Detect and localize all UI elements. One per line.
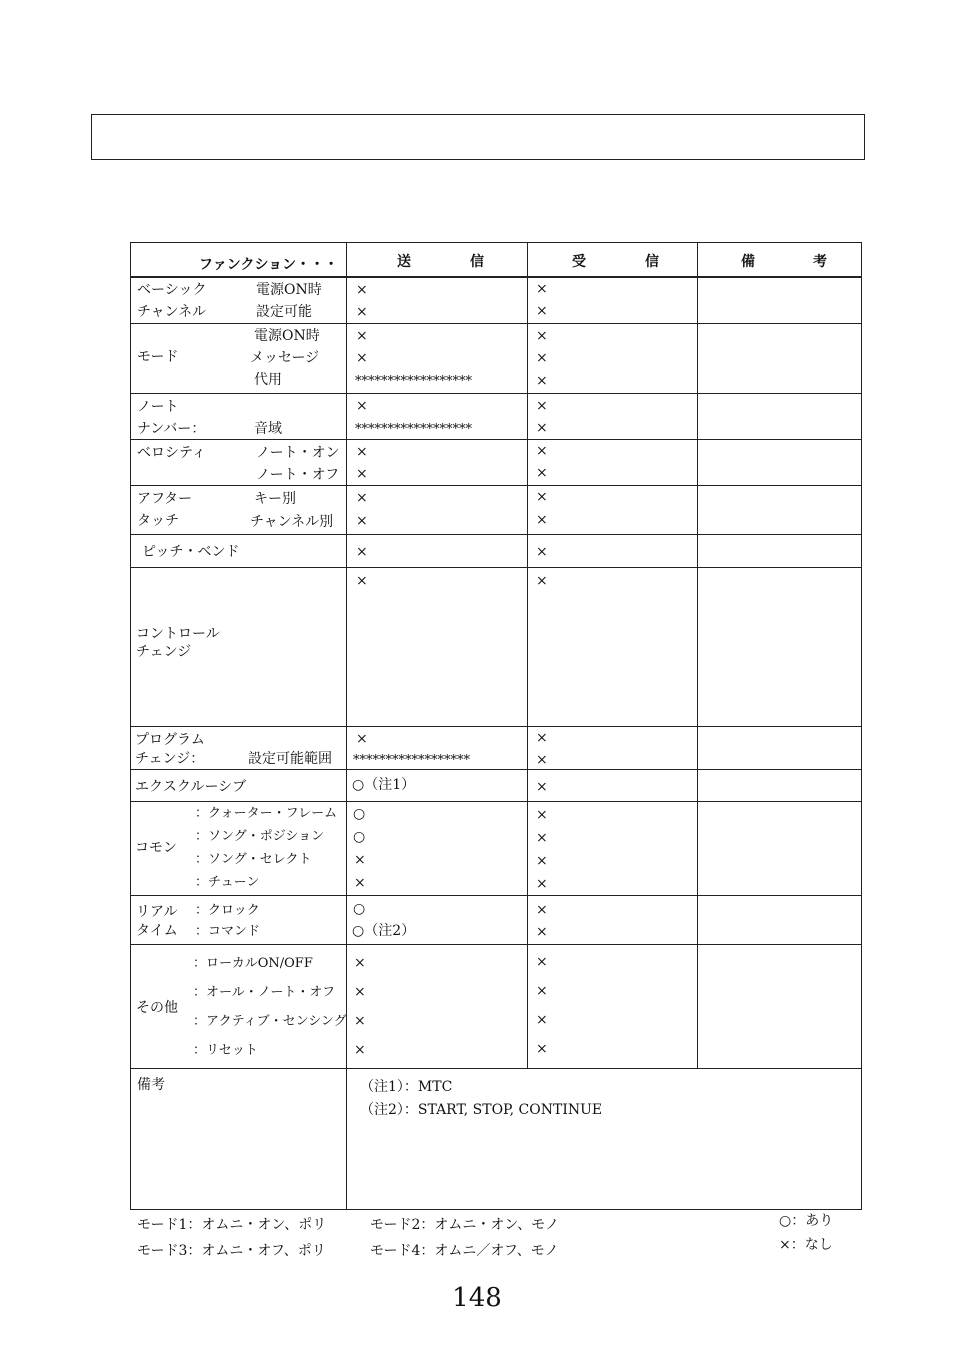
footer-mode-3: モード3：オムニ・オフ、ポリ xyxy=(137,1243,326,1259)
row-divider xyxy=(131,801,861,802)
exclusive-label: エクスクルーシブ xyxy=(135,779,247,795)
common-rx-1: × xyxy=(536,807,548,823)
other-label: その他 xyxy=(136,1000,178,1016)
common-tx-4: × xyxy=(354,875,366,891)
basic-rx-2: × xyxy=(536,303,548,319)
note-rx-2: × xyxy=(536,420,548,436)
exclusive-rx: × xyxy=(536,779,548,795)
velocity-sub-1: ノート・オン xyxy=(256,445,340,461)
common-sub-2: ：ソング・ポジション xyxy=(195,829,325,844)
pitch-rx: × xyxy=(536,544,548,560)
header-transmit-b: 信 xyxy=(470,254,484,270)
footer-mode-4: モード4：オムニ／オフ、モノ xyxy=(370,1243,559,1259)
other-tx-4: × xyxy=(354,1042,366,1058)
program-tx-2: ****************** xyxy=(353,753,470,768)
header-remarks-a: 備 xyxy=(741,254,755,270)
other-tx-3: × xyxy=(354,1013,366,1029)
velocity-rx-1: × xyxy=(536,443,548,459)
program-rx-1: × xyxy=(536,730,548,746)
velocity-sub-2: ノート・オフ xyxy=(256,467,340,483)
mode-tx-2: × xyxy=(356,350,368,366)
row-divider xyxy=(131,323,861,324)
aftertouch-rx-1: × xyxy=(536,489,548,505)
row-divider xyxy=(131,895,861,896)
common-sub-3: ：ソング・セレクト xyxy=(195,852,312,867)
legend-no: ×：なし xyxy=(779,1237,833,1253)
other-sub-3: ：アクティブ・センシング xyxy=(193,1014,347,1029)
basic-label-1: ベーシック xyxy=(137,282,207,298)
control-rx: × xyxy=(536,573,548,589)
footer-mode-2: モード2：オムニ・オン、モノ xyxy=(370,1217,560,1233)
title-box xyxy=(91,114,865,160)
velocity-tx-2: × xyxy=(356,466,368,482)
other-sub-4: ：リセット xyxy=(193,1043,258,1058)
realtime-tx-1: ○ xyxy=(353,901,366,917)
other-rx-4: × xyxy=(536,1041,548,1057)
realtime-rx-2: × xyxy=(536,924,548,940)
aftertouch-label-1: アフター xyxy=(137,491,193,507)
program-label-2: チェンジ： xyxy=(135,751,205,767)
header-function: ファンクション・・・ xyxy=(199,257,339,273)
exclusive-tx: ○（注1） xyxy=(352,777,416,793)
common-sub-1: ：クォーター・フレーム xyxy=(195,806,338,821)
note-tx-2: ****************** xyxy=(355,422,472,437)
remarks-note-1: （注1）：MTC xyxy=(360,1079,453,1095)
common-tx-3: × xyxy=(354,852,366,868)
row-divider xyxy=(131,485,861,486)
pitch-label: ピッチ・ベンド xyxy=(142,544,240,560)
col-divider-transmit xyxy=(527,243,528,1069)
row-divider xyxy=(131,534,861,535)
header-remarks-b: 考 xyxy=(813,254,827,270)
control-label-1: コントロール xyxy=(136,626,220,642)
common-rx-4: × xyxy=(536,876,548,892)
header-divider xyxy=(131,276,861,278)
row-divider xyxy=(131,1068,861,1069)
velocity-tx-1: × xyxy=(356,444,368,460)
common-sub-4: ：チューン xyxy=(195,875,260,890)
row-divider xyxy=(131,944,861,945)
mode-tx-3: ****************** xyxy=(355,374,472,389)
aftertouch-sub-2: チャンネル別 xyxy=(250,514,334,530)
aftertouch-sub-1: キー別 xyxy=(254,491,296,507)
basic-sub-1: 電源ON時 xyxy=(256,282,322,298)
basic-rx-1: × xyxy=(536,281,548,297)
other-sub-1: ：ローカルON/OFF xyxy=(193,956,313,971)
realtime-sub-2: ：コマンド xyxy=(195,924,261,939)
other-rx-3: × xyxy=(536,1012,548,1028)
realtime-label-1: リアル xyxy=(136,904,178,920)
mode-rx-3: × xyxy=(536,373,548,389)
other-sub-2: ：オール・ノート・オフ xyxy=(193,985,335,1000)
other-rx-1: × xyxy=(536,954,548,970)
mode-sub-3: 代用 xyxy=(254,372,282,388)
basic-label-2: チャンネル xyxy=(137,304,207,320)
aftertouch-label-2: タッチ xyxy=(137,513,179,529)
mode-label: モード xyxy=(137,349,179,365)
velocity-rx-2: × xyxy=(536,465,548,481)
note-tx-1: × xyxy=(356,398,368,414)
program-sub: 設定可能範囲 xyxy=(248,751,332,767)
velocity-label: ベロシティ xyxy=(137,445,206,461)
other-rx-2: × xyxy=(536,983,548,999)
common-label: コモン xyxy=(135,840,177,856)
row-divider xyxy=(131,726,861,727)
footer-mode-1: モード1：オムニ・オン、ポリ xyxy=(137,1217,327,1233)
control-label-2: チェンジ xyxy=(136,644,192,660)
page-number: 148 xyxy=(452,1283,502,1313)
note-label-1: ノート xyxy=(137,399,179,415)
row-divider xyxy=(131,439,861,440)
header-receive-a: 受 xyxy=(572,254,586,270)
remarks-label: 備考 xyxy=(137,1077,165,1093)
program-tx-1: × xyxy=(356,731,368,747)
mode-rx-1: × xyxy=(536,328,548,344)
realtime-label-2: タイム xyxy=(136,923,178,939)
note-rx-1: × xyxy=(536,398,548,414)
other-tx-1: × xyxy=(354,955,366,971)
mode-tx-1: × xyxy=(356,328,368,344)
basic-sub-2: 設定可能 xyxy=(256,304,312,320)
row-divider xyxy=(131,393,861,394)
aftertouch-tx-1: × xyxy=(356,490,368,506)
aftertouch-rx-2: × xyxy=(536,512,548,528)
program-label-1: プログラム xyxy=(135,732,205,748)
mode-rx-2: × xyxy=(536,350,548,366)
realtime-sub-1: ：クロック xyxy=(195,903,260,918)
basic-tx-2: × xyxy=(356,304,368,320)
row-divider xyxy=(131,769,861,770)
control-tx: × xyxy=(356,573,368,589)
realtime-tx-2: ○（注2） xyxy=(352,923,416,939)
header-transmit-a: 送 xyxy=(397,254,411,270)
common-rx-2: × xyxy=(536,830,548,846)
other-tx-2: × xyxy=(354,984,366,1000)
pitch-tx: × xyxy=(356,544,368,560)
header-receive-b: 信 xyxy=(645,254,659,270)
common-tx-1: ○ xyxy=(353,806,366,822)
row-divider xyxy=(131,567,861,568)
aftertouch-tx-2: × xyxy=(356,513,368,529)
common-rx-3: × xyxy=(536,853,548,869)
midi-implementation-chart xyxy=(130,242,862,1210)
legend-yes: ○：あり xyxy=(779,1213,834,1229)
realtime-rx-1: × xyxy=(536,902,548,918)
mode-sub-1: 電源ON時 xyxy=(254,328,320,344)
note-label-2: ナンバー： xyxy=(137,421,206,437)
note-sub: 音域 xyxy=(254,421,282,437)
common-tx-2: ○ xyxy=(353,829,366,845)
remarks-note-2: （注2）：START, STOP, CONTINUE xyxy=(360,1102,603,1118)
basic-tx-1: × xyxy=(356,282,368,298)
program-rx-2: × xyxy=(536,752,548,768)
mode-sub-2: メッセージ xyxy=(250,350,320,366)
col-divider-receive xyxy=(697,243,698,1069)
